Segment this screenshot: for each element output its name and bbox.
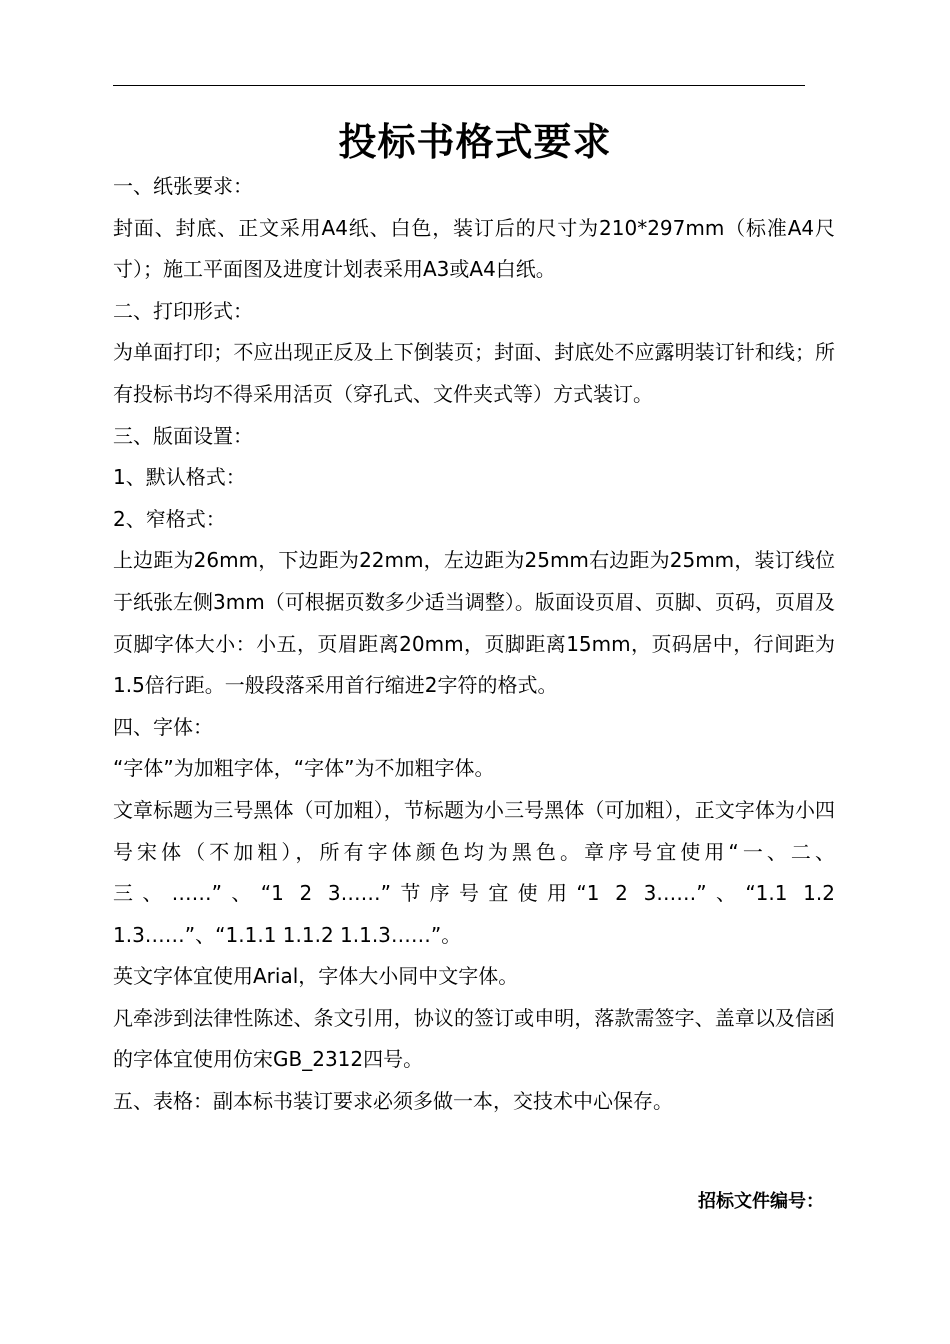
section-heading-layout: 三、版面设置：	[113, 423, 253, 448]
paragraph-margins: 上边距为26mm，下边距为22mm，左边距为25mm右边距为25mm，装订线位于纸张左侧3mm（可根据页数多少适当调整）。版面设页眉、页脚、页码，页眉及页脚字体大小：小五，页眉距离20mm，页脚距离15mm，页码居中，行间距为1.5倍行距。一般段落采用首行缩进2字符的格式。	[113, 548, 835, 698]
document-body	[113, 166, 835, 1123]
section-heading-paper: 一、纸张要求：	[113, 174, 253, 198]
subheading-default-format: 1、默认格式：	[113, 465, 246, 490]
tender-document-number-label: 招标文件编号：	[698, 1191, 824, 1212]
paragraph-english-font: 英文字体宜使用Arial，字体大小同中文字体。	[113, 964, 519, 989]
paragraph-printing-form: 为单面打印；不应出现正反及上下倒装页；封面、封底处不应露明装订针和线；所有投标书均不得采用活页（穿孔式、文件夹式等）方式装订。	[113, 340, 835, 406]
paragraph-paper-requirements: 封面、封底、正文采用A4纸、白色，装订后的尺寸为210*297mm（标准A4尺寸）；施工平面图及进度计划表采用A3或A4白纸。	[113, 215, 835, 282]
section-heading-font: 四、字体：	[113, 714, 213, 739]
section-heading-printing: 二、打印形式：	[113, 298, 253, 323]
header-rule	[113, 85, 805, 86]
subheading-narrow-format: 2、窄格式：	[113, 506, 226, 531]
paragraph-font-bold-note: “字体”为加粗字体，“字体”为不加粗字体。	[113, 756, 495, 781]
document-title: 投标书格式要求	[338, 120, 612, 164]
paragraph-legal-font: 凡牵涉到法律性陈述、条文引用，协议的签订或申明，落款需签字、盖章以及信函的字体宜使用仿宋GB_2312四号。	[113, 1005, 835, 1072]
section-heading-tables: 五、表格：副本标书装订要求必须多做一本，交技术中心保存。	[113, 1089, 673, 1114]
paragraph-font-sizes: 文章标题为三号黑体（可加粗），节标题为小三号黑体（可加粗），正文字体为小四号宋体（不加粗），所有字体颜色均为黑色。章序号宜使用“一、二、三、……”、“1 2 3……”节序号宜使用“1 2 3……”、“1.1 1.2 1.3……”、“1.1.1 1.1.2 1.1.3……”。	[113, 797, 835, 947]
